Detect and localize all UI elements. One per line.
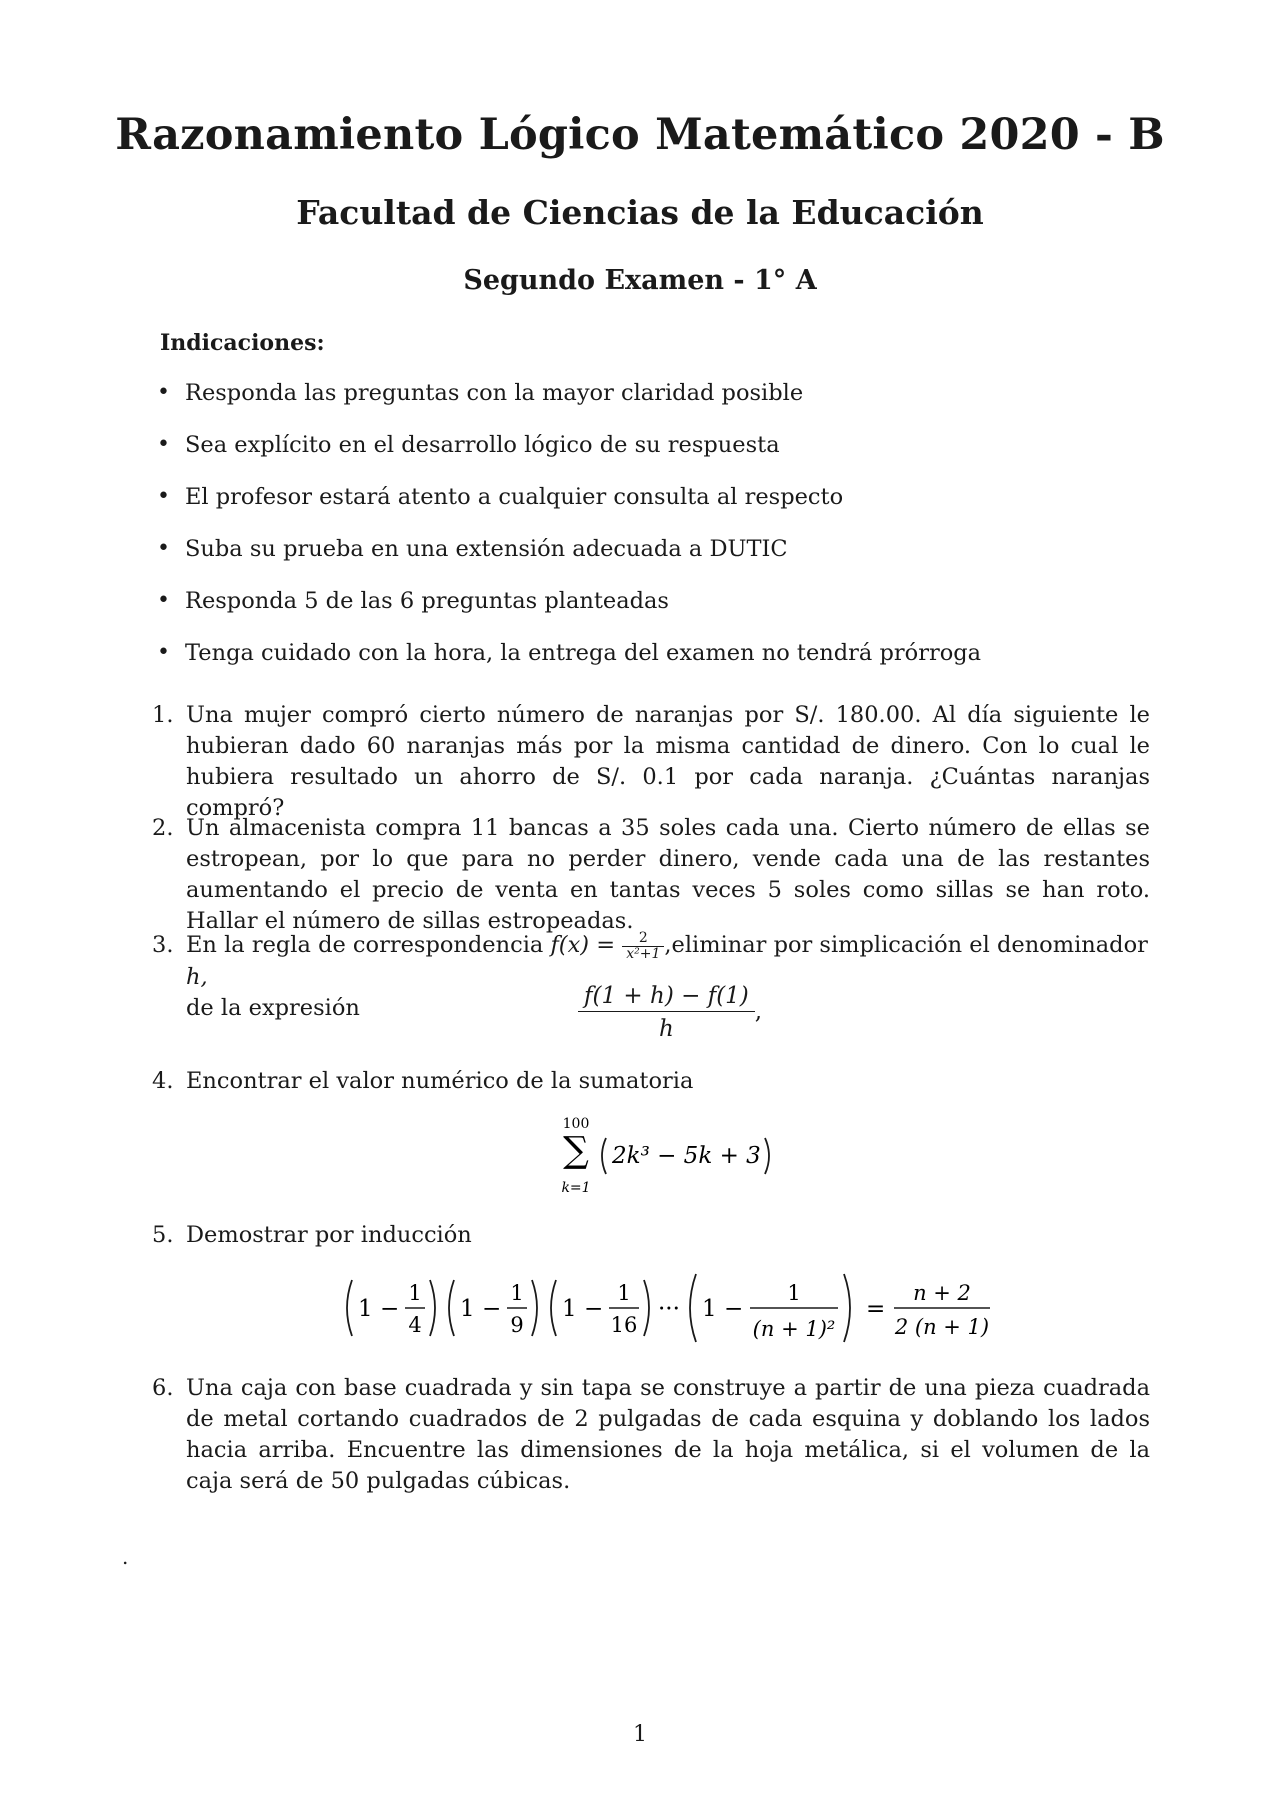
factor-one-minus: 1 −: [460, 1296, 502, 1322]
equals-sign: =: [866, 1296, 886, 1322]
bullet-icon: •: [157, 484, 170, 509]
list-item: • El profesor estará atento a cualquier consulta al respecto: [157, 484, 844, 510]
document-title: Razonamiento Lógico Matemático 2020 - B: [115, 110, 1165, 160]
fraction-numerator: 2: [638, 930, 648, 946]
question-number: 1.: [152, 702, 174, 728]
question-number: 2.: [152, 815, 174, 841]
left-paren-icon: [690, 1274, 696, 1342]
sigma-icon: ∑: [563, 1130, 589, 1171]
quotient-comma: ,: [754, 998, 763, 1025]
rhs-numerator: n + 2: [913, 1281, 971, 1305]
function-expression: f(x) =: [550, 932, 616, 958]
left-paren-icon: [347, 1280, 352, 1336]
bullet-icon: •: [157, 536, 170, 561]
factor-denominator: 16: [610, 1313, 638, 1337]
factor-numerator: 1: [510, 1281, 524, 1305]
question-1: [152, 700, 1150, 824]
question-number: 3.: [152, 932, 174, 958]
induction-formula: [340, 1268, 1000, 1348]
right-paren-icon: [644, 1280, 649, 1336]
question-text: Demostrar por inducción: [186, 1222, 472, 1248]
right-paren-icon: [430, 1280, 435, 1336]
left-paren-icon: [551, 1280, 556, 1336]
bullet-icon: •: [157, 380, 170, 405]
list-item: • Tenga cuidado con la hora, la entrega del examen no tendrá prórroga: [157, 640, 982, 666]
factor-numerator: 1: [408, 1281, 422, 1305]
factor-one-minus: 1 −: [562, 1296, 604, 1322]
quotient-numerator: f(1 + h) − f(1): [584, 983, 749, 1009]
difference-quotient: [578, 983, 762, 1042]
page-number: 1: [633, 1722, 647, 1747]
summation-formula: [560, 1110, 780, 1200]
factor-one-minus: 1 −: [358, 1296, 400, 1322]
factor-numerator: 1: [617, 1281, 631, 1305]
bullet-icon: •: [157, 588, 170, 613]
right-paren-icon: [532, 1280, 537, 1336]
sum-body: 2k³ − 5k + 3: [612, 1143, 761, 1169]
faculty-subtitle: Facultad de Ciencias de la Educación: [296, 193, 984, 232]
question-text: Una mujer compró cierto número de naranjas por S/. 180.00. Al día siguiente le hubieran dado 60 naranjas más por la misma cantidad de dinero. Con lo cual le hubiera resultado un ahorro de S/. 0.1 por cada naranja. ¿Cuántas naranjas compró?: [186, 702, 1150, 821]
function-fraction: [622, 931, 664, 962]
question-4: [152, 1066, 1150, 1097]
question-number: 4.: [152, 1068, 174, 1094]
ellipsis-dots: ···: [658, 1296, 680, 1322]
list-item: • Suba su prueba en una extensión adecuada a DUTIC: [157, 536, 788, 562]
factor-denominator: 9: [510, 1313, 524, 1337]
question-text: Una caja con base cuadrada y sin tapa se construye a partir de una pieza cuadrada de metal cortando cuadrados de 2 pulgadas de cada esquina y doblando los lados hacia arriba. Encuentre las dimensiones de la hoja metálica, si el volumen de la caja será de 50 pulgadas cúbicas.: [186, 1375, 1150, 1494]
stray-mark: .: [122, 1545, 129, 1569]
list-item: • Responda 5 de las 6 preguntas planteadas: [157, 588, 669, 614]
question-text: Un almacenista compra 11 bancas a 35 soles cada una. Cierto número de ellas se estropean, por lo que para no perder dinero, vende cada una de las restantes aumentando el precio de venta en tantas veces 5 soles como sillas se han roto. Hallar el número de sillas estropeadas.: [186, 815, 1150, 934]
bullet-icon: •: [157, 640, 170, 665]
factor-numerator: 1: [787, 1281, 801, 1305]
question-text: Encontrar el valor numérico de la sumatoria: [186, 1068, 694, 1094]
quotient-denominator: h: [578, 1011, 755, 1042]
instructions-list: [155, 378, 1105, 690]
question-number: 5.: [152, 1222, 174, 1248]
question-2: [152, 813, 1150, 937]
question-5: [152, 1220, 1150, 1251]
question-text: de la expresión: [186, 995, 360, 1021]
factor-one-minus: 1 −: [702, 1296, 744, 1322]
left-paren-icon: [602, 1138, 606, 1174]
list-item: • Sea explícito en el desarrollo lógico de su respuesta: [157, 432, 780, 458]
factor-denominator: 4: [408, 1313, 422, 1337]
right-paren-icon: [765, 1138, 769, 1174]
instructions-heading: Indicaciones:: [160, 330, 325, 356]
sum-upper-limit: 100: [562, 1116, 590, 1132]
left-paren-icon: [449, 1280, 454, 1336]
question-number: 6.: [152, 1375, 174, 1401]
sum-lower-limit: k=1: [561, 1180, 591, 1196]
factor-denominator: (n + 1)²: [752, 1317, 836, 1341]
right-paren-icon: [844, 1274, 850, 1342]
question-text: ,eliminar por simplicación el denominador: [664, 932, 1148, 958]
question-text: En la regla de correspondencia: [186, 932, 544, 958]
bullet-icon: •: [157, 432, 170, 457]
exam-name: Segundo Examen - 1° A: [463, 265, 817, 296]
fraction-denominator: x²+1: [622, 946, 664, 962]
variable-h: h,: [186, 964, 208, 990]
question-6: [152, 1373, 1150, 1497]
list-item: • Responda las preguntas con la mayor claridad posible: [157, 380, 804, 406]
rhs-denominator: 2 (n + 1): [894, 1315, 990, 1339]
